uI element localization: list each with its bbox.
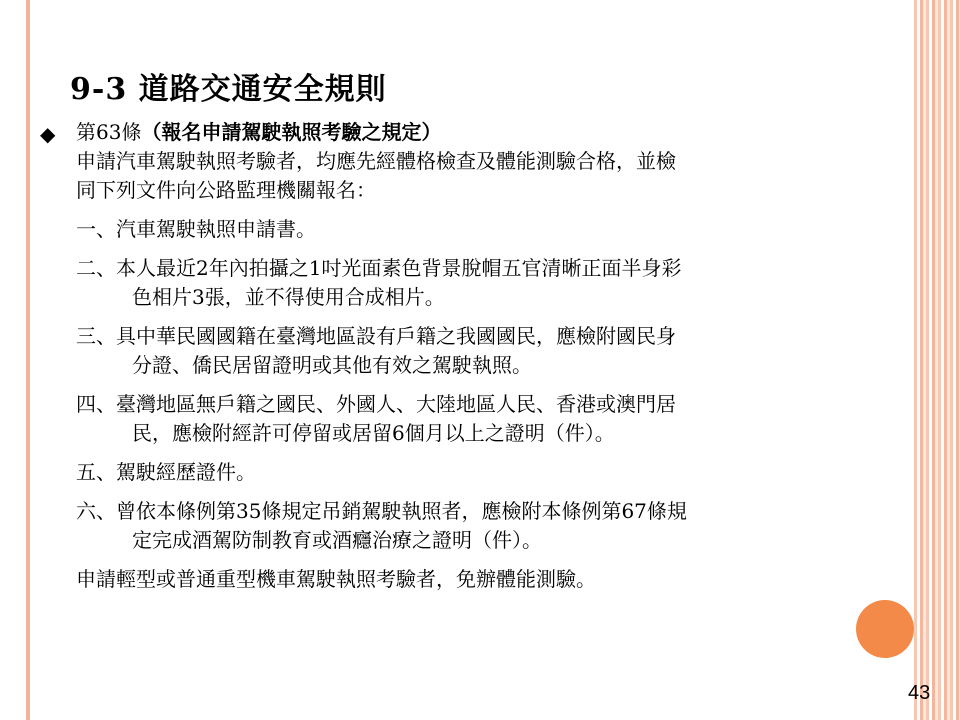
item-line-1: 四、臺灣地區無戶籍之國民、外國人、大陸地區人民、香港或澳門居: [76, 392, 676, 416]
list-item: [40, 254, 880, 312]
item-line-2: 定完成酒駕防制教育或酒癮治療之證明（件）。: [132, 528, 542, 552]
list-item: [40, 215, 880, 244]
right-decorative-stripes: [914, 0, 960, 720]
list-item: [40, 322, 880, 380]
item-line-2: 民，應檢附經許可停留或居留6個月以上之證明（件）。: [132, 421, 615, 445]
list-item: [40, 458, 880, 487]
slide-content: [40, 118, 880, 594]
article-title: （報名申請駕駛執照考驗之規定）: [141, 120, 442, 144]
item-line-2: 分證、僑民居留證明或其他有效之駕駛執照。: [132, 353, 532, 377]
item-line-2: 色相片3張，並不得使用合成相片。: [132, 285, 445, 309]
intro-line-1: 申請汽車駕駛執照考驗者，均應先經體格檢查及體能測驗合格，並檢: [76, 149, 676, 173]
item-line-1: 五、駕駛經歷證件。: [76, 460, 256, 484]
article-number: 第63條: [76, 120, 142, 144]
page-number: 43: [908, 682, 931, 704]
item-line-1: 六、曾依本條例第35條規定吊銷駕駛執照者，應檢附本條例第67條規: [76, 499, 687, 523]
diamond-bullet-icon: ◆: [40, 122, 56, 146]
intro-line-2: 同下列文件向公路監理機關報名：: [76, 178, 376, 202]
left-frame-line: [26, 0, 30, 720]
item-line-1: 一、汽車駕駛執照申請書。: [76, 217, 316, 241]
item-line-1: 三、具中華民國國籍在臺灣地區設有戶籍之我國國民，應檢附國民身: [76, 324, 676, 348]
orange-circle-decoration: [856, 600, 914, 658]
list-item: [40, 390, 880, 448]
article-intro: [40, 147, 880, 205]
slide-title: 9-3 道路交通安全規則: [70, 72, 387, 107]
closing-statement: 申請輕型或普通重型機車駕駛執照考驗者，免辦體能測驗。: [76, 567, 596, 591]
list-item: [40, 497, 880, 555]
item-line-1: 二、本人最近2年內拍攝之1吋光面素色背景脫帽五官清晰正面半身彩: [76, 256, 682, 280]
article-heading: [40, 118, 880, 147]
